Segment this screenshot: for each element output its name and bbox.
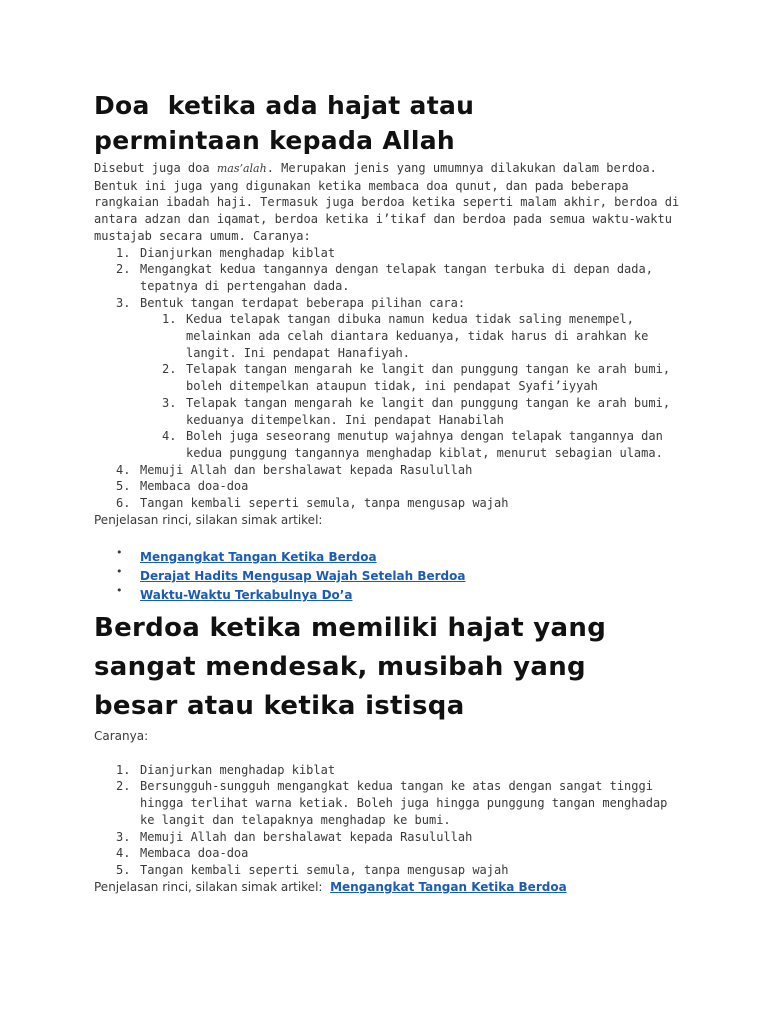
list-item (94, 565, 684, 584)
list-text: Membaca doa-doa (140, 479, 249, 494)
list-text: Memuji Allah dan bershalawat kepada Rasulullah (140, 462, 473, 477)
section2-detail (94, 879, 684, 896)
list-number: 3. (162, 395, 177, 410)
list-number: 1. (116, 245, 131, 260)
section1-title-line2: permintaan kepada Allah (94, 126, 455, 155)
list-item (140, 311, 684, 361)
document-content (94, 88, 684, 896)
list-text: Tangan kembali seperti semula, tanpa mengusap wajah (140, 496, 509, 511)
section1-detail-text: Penjelasan rinci, silakan simak artikel: (94, 512, 323, 527)
list-text: Bentuk tangan terdapat beberapa pilihan cara: (140, 295, 466, 310)
list-text: Dianjurkan menghadap kiblat (140, 245, 336, 260)
list-item (94, 495, 684, 512)
section2-detail-text: Penjelasan rinci, silakan simak artikel: (94, 879, 331, 894)
list-item (94, 862, 684, 879)
bullet-icon: • (116, 545, 123, 559)
list-text: Mengangkat kedua tangannya dengan telapak tangan terbuka di depan dada, tepatnya di pertengahan dada. (140, 262, 653, 293)
list-item (94, 261, 684, 294)
list-item (94, 584, 684, 603)
link-mengangkat-tangan-2[interactable]: Mengangkat Tangan Ketika Berdoa (330, 879, 567, 894)
section1-article-links (94, 546, 684, 603)
list-item (94, 245, 684, 262)
list-number: 6. (116, 496, 131, 511)
list-number: 2. (116, 262, 131, 277)
list-item (140, 395, 684, 428)
section2-title-line2: sangat mendesak, musibah yang (94, 651, 586, 682)
section2-steps (94, 762, 684, 879)
list-number: 1. (162, 312, 177, 327)
list-item (94, 845, 684, 862)
list-text: Membaca doa-doa (140, 846, 249, 861)
spacer (94, 529, 684, 546)
link-derajat-hadits[interactable]: Derajat Hadits Mengusap Wajah Setelah Berdoa (140, 568, 466, 583)
link-mengangkat-tangan[interactable]: Mengangkat Tangan Ketika Berdoa (140, 549, 377, 564)
section1-title-line1: Doa ketika ada hajat atau (94, 91, 475, 120)
list-text: Boleh juga seseorang menutup wajahnya dengan telapak tangannya dan kedua punggung tangannya menghadap kiblat, menurut sebagian ulama. (186, 429, 663, 460)
list-number: 2. (162, 362, 177, 377)
list-item (94, 478, 684, 495)
list-text: Telapak tangan mengarah ke langit dan punggung tangan ke arah bumi, keduanya ditempelkan. Ini pendapat Hanabilah (186, 395, 671, 427)
list-item (94, 462, 684, 479)
list-text: Dianjurkan menghadap kiblat (140, 762, 336, 777)
section2-title (94, 609, 684, 726)
list-item (140, 361, 684, 394)
list-number: 4. (116, 846, 131, 861)
list-text: Tangan kembali seperti semula, tanpa mengusap wajah (140, 862, 509, 877)
list-item (94, 546, 684, 565)
list-number: 5. (116, 862, 131, 877)
list-text: Memuji Allah dan bershalawat kepada Rasulullah (140, 829, 473, 844)
list-item (94, 778, 684, 828)
list-number: 4. (116, 462, 131, 477)
section2-caranya: Caranya: (94, 728, 149, 743)
intro-term: mas’alah (216, 162, 267, 175)
list-number: 3. (116, 295, 131, 310)
list-item (94, 295, 684, 462)
section1-substeps (140, 311, 684, 461)
intro-text-start: Disebut juga doa (94, 161, 217, 175)
bullet-icon: • (116, 564, 123, 578)
list-number: 5. (116, 479, 131, 494)
bullet-icon: • (116, 583, 123, 597)
section1-intro (94, 160, 684, 245)
list-number: 3. (116, 829, 131, 844)
section2-title-line3: besar atau ketika istisqa (94, 690, 465, 721)
list-number: 1. (116, 762, 131, 777)
spacer (94, 745, 684, 762)
section1-steps (94, 245, 684, 512)
intro-text-rest: . Merupakan jenis yang umumnya dilakukan dalam berdoa. Bentuk ini juga yang digunakan ketika membaca doa qunut, dan pada beberapa rangkaian ibadah haji. Termasuk juga berdoa ketika seperti malam akhir, berdoa di antara adzan dan iqamat, berdoa ketika i’tikaf dan berdoa pada semua waktu-waktu mustajab secara umum. Caranya: (94, 161, 680, 243)
list-number: 2. (116, 779, 131, 794)
list-item (94, 829, 684, 846)
section2-title-line1: Berdoa ketika memiliki hajat yang (94, 612, 607, 643)
list-text: Telapak tangan mengarah ke langit dan punggung tangan ke arah bumi, boleh ditempelkan ataupun tidak, ini pendapat Syafi’iyyah (186, 362, 671, 394)
link-waktu-terkabulnya[interactable]: Waktu-Waktu Terkabulnya Do’a (140, 587, 353, 602)
list-text: Bersungguh-sungguh mengangkat kedua tangan ke atas dengan sangat tinggi hingga terlihat warna ketiak. Boleh juga hingga punggung tangan menghadap ke langit dan telapaknya menghadap ke bumi. (140, 779, 668, 827)
section1-title (94, 88, 684, 158)
list-item (94, 762, 684, 779)
list-item (140, 428, 684, 461)
list-text: Kedua telapak tangan dibuka namun kedua tidak saling menempel, melainkan ada celah diantara keduanya, tidak harus di arahkan ke langit. Ini pendapat Hanafiyah. (186, 312, 649, 360)
list-number: 4. (162, 429, 177, 444)
